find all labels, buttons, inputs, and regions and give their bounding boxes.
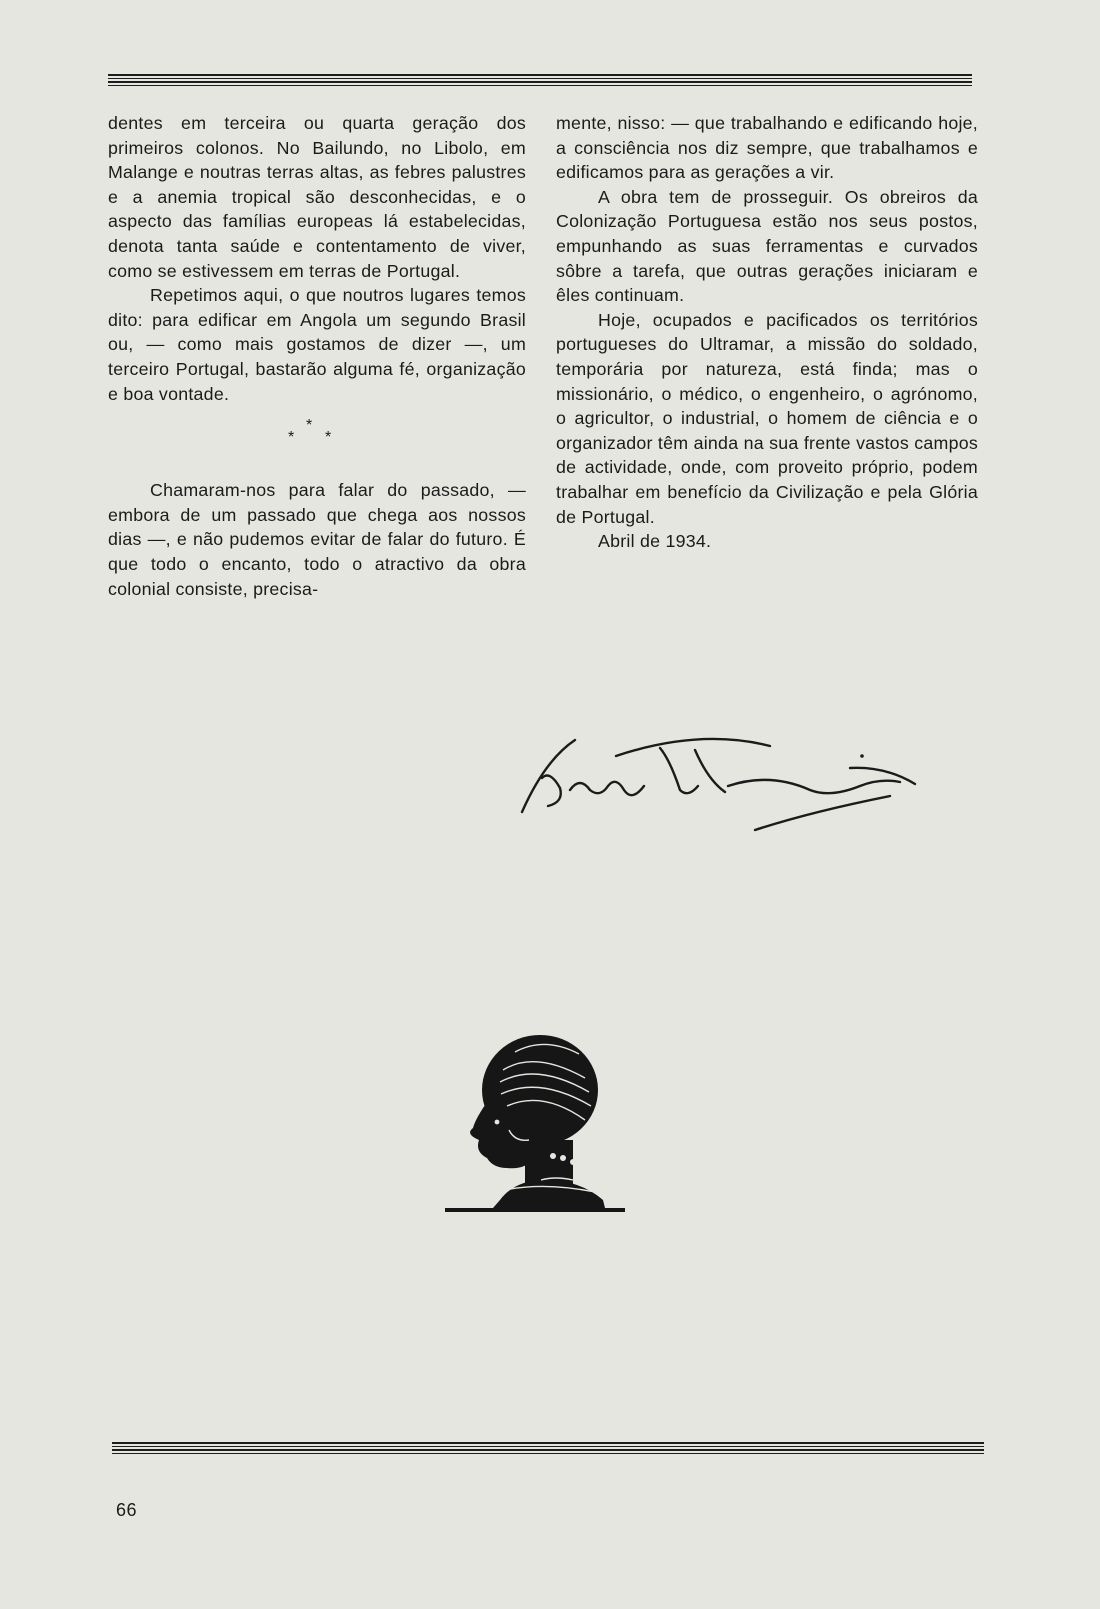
right-column: [556, 111, 978, 554]
left-paragraph-2: Repetimos aqui, o que noutros lugares temos dito: para edificar em Angola um segundo Brasil ou, — como mais gostamos de dizer —, um terceiro Portugal, bastarão alguma fé, organização e boa vontade.: [108, 285, 526, 404]
right-paragraph-2: A obra tem de prosseguir. Os obreiros da Colonização Portuguesa estão nos seus postos, empunhando as suas ferramentas e curvados sôbre a tarefa, que outras gerações iniciaram e êles continuam.: [556, 186, 978, 306]
section-separator: [108, 406, 526, 470]
separator-star: *: [288, 429, 295, 447]
separator-star: *: [306, 417, 313, 435]
bottom-rule: [112, 1442, 984, 1456]
left-paragraph-1: dentes em terceira ou quarta geração dos primeiros colonos. No Bailundo, no Libolo, em Malange e noutras terras altas, as febres palustres e a anemia tropical são desconhecidas, e o aspecto das famílias europeas lá estabelecidas, denota tanta saúde e contentamento de viver, como se estivessem em terras de Portugal.: [108, 113, 526, 281]
page-number: 66: [116, 1500, 138, 1520]
handwritten-signature: [520, 720, 940, 870]
date-line: Abril de 1934.: [598, 531, 712, 552]
right-paragraph-1: mente, nisso: — que trabalhando e edificando hoje, a consciência nos diz sempre, que trabalhamos e edificamos para as gerações a vir.: [556, 113, 978, 183]
right-paragraph-3: Hoje, ocupados e pacificados os territórios portugueses do Ultramar, a missão do soldado, temporária por natureza, está finda; mas o missionário, o médico, o engenheiro, o agrónomo, o agricultor, o industrial, o homem de ciência e o organizador têm ainda na sua frente vastos campos de actividade, onde, com proveito próprio, podem trabalhar em benefício da Civilização e pela Glória de Portugal.: [556, 309, 978, 527]
woman-head-engraving: [445, 1030, 625, 1235]
left-column: [108, 111, 526, 601]
left-paragraph-3: Chamaram-nos para falar do passado, — embora de um passado que chega aos nossos dias —, e não pudemos evitar de falar do futuro. É que todo o encanto, todo o atractivo da obra colonial consiste, precisa-: [108, 480, 526, 599]
top-rule: [108, 74, 972, 88]
separator-star: *: [325, 429, 332, 447]
